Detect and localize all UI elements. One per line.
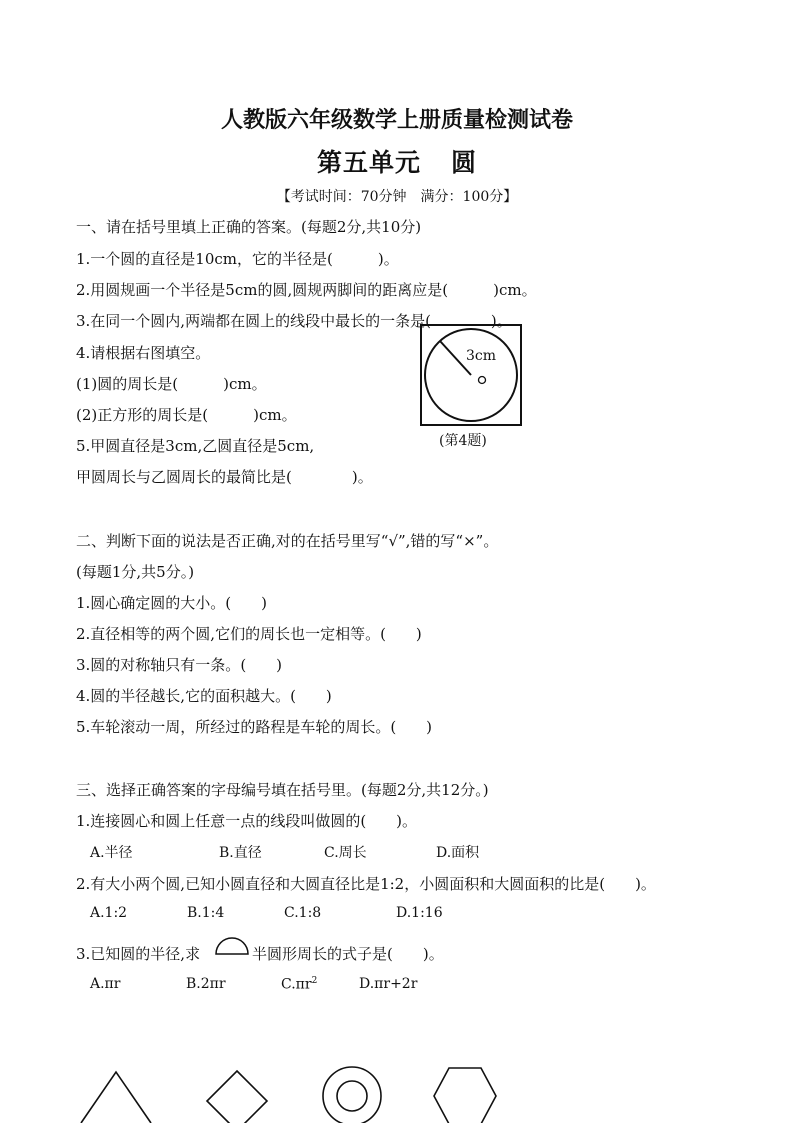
s1-question-2: 2.用圆规画一个半径是5cm的圆,圆规两脚间的距离应是( )cm。	[76, 281, 537, 299]
s3-question-1: 1.连接圆心和圆上任意一点的线段叫做圆的( )。	[76, 812, 418, 830]
s3-q3-option-c	[281, 976, 317, 993]
s1-question-4: 4.请根据右图填空。	[76, 344, 211, 362]
s3-q3-option-b: B.2πr	[186, 976, 226, 992]
s3-q3-option-c-exponent: 2	[311, 976, 318, 986]
s1-question-4-part-1: (1)圆的周长是( )cm。	[76, 375, 267, 393]
circle-in-square-figure	[420, 324, 522, 426]
s3-q1-option-a: A.半径	[90, 845, 133, 861]
section2-note: (每题1分,共5分。)	[76, 563, 195, 581]
s3-q2-option-d: D.1:16	[396, 905, 443, 921]
s1-question-5-line-2: 甲圆周长与乙圆周长的最简比是( )。	[76, 468, 373, 486]
s3-q1-option-c: C.周长	[324, 845, 367, 861]
s3-q3-option-d: D.πr+2r	[359, 976, 418, 992]
figure-caption: (第4题)	[439, 433, 487, 449]
concentric-circles-shape	[321, 1064, 383, 1123]
s2-statement-4: 4.圆的半径越长,它的面积越大。( )	[76, 687, 332, 705]
s2-statement-1: 1.圆心确定圆的大小。( )	[76, 594, 268, 612]
s3-q2-option-b: B.1:4	[187, 905, 225, 921]
s2-statement-5: 5.车轮滚动一周，所经过的路程是车轮的周长。( )	[76, 718, 433, 736]
s3-q2-option-c: C.1:8	[284, 905, 322, 921]
section1-heading: 一、请在括号里填上正确的答案。(每题2分,共10分)	[76, 218, 422, 236]
unit-title	[0, 143, 794, 179]
s3-q1-option-d: D.面积	[436, 845, 480, 861]
s1-question-1: 1.一个圆的直径是10cm，它的半径是( )。	[76, 250, 399, 268]
unit-name: 圆	[451, 148, 478, 177]
s3-question-2: 2.有大小两个圆,已知小圆直径和大圆直径比是1:2，小圆面积和大圆面积的比是( )。	[76, 875, 656, 893]
center-point	[479, 377, 486, 384]
figure-radius-label: 3cm	[466, 348, 497, 364]
exam-info: 【考试时间：70分钟 满分：100分】	[276, 189, 518, 205]
section3-heading: 三、选择正确答案的字母编号填在括号里。(每题2分,共12分。)	[76, 781, 489, 799]
s3-q3-option-c-base: C.πr	[281, 976, 312, 993]
s3-q1-option-b: B.直径	[219, 845, 262, 861]
s1-question-4-part-2: (2)正方形的周长是( )cm。	[76, 406, 297, 424]
s3-question-3-before: 3.已知圆的半径,求	[76, 945, 201, 963]
s3-question-3-after: 半圆形周长的式子是( )。	[252, 945, 444, 963]
s1-question-3: 3.在同一个圆内,两端都在圆上的线段中最长的一条是( )。	[76, 312, 512, 330]
unit-number: 第五单元	[316, 148, 421, 177]
diamond-shape	[205, 1069, 269, 1123]
s2-statement-3: 3.圆的对称轴只有一条。( )	[76, 656, 283, 674]
section2-heading: 二、判断下面的说法是否正确,对的在括号里写“√”,错的写“×”。	[76, 532, 499, 550]
paper-title: 人教版六年级数学上册质量检测试卷	[220, 107, 573, 133]
s1-question-5: 5.甲圆直径是3cm,乙圆直径是5cm,	[76, 437, 315, 455]
hexagon-shape	[432, 1066, 498, 1123]
s3-q3-option-a: A.πr	[90, 976, 121, 992]
s3-q2-option-a: A.1:2	[90, 905, 128, 921]
triangle-shape	[80, 1070, 152, 1123]
semicircle-icon	[214, 936, 250, 956]
s2-statement-2: 2.直径相等的两个圆,它们的周长也一定相等。( )	[76, 625, 422, 643]
